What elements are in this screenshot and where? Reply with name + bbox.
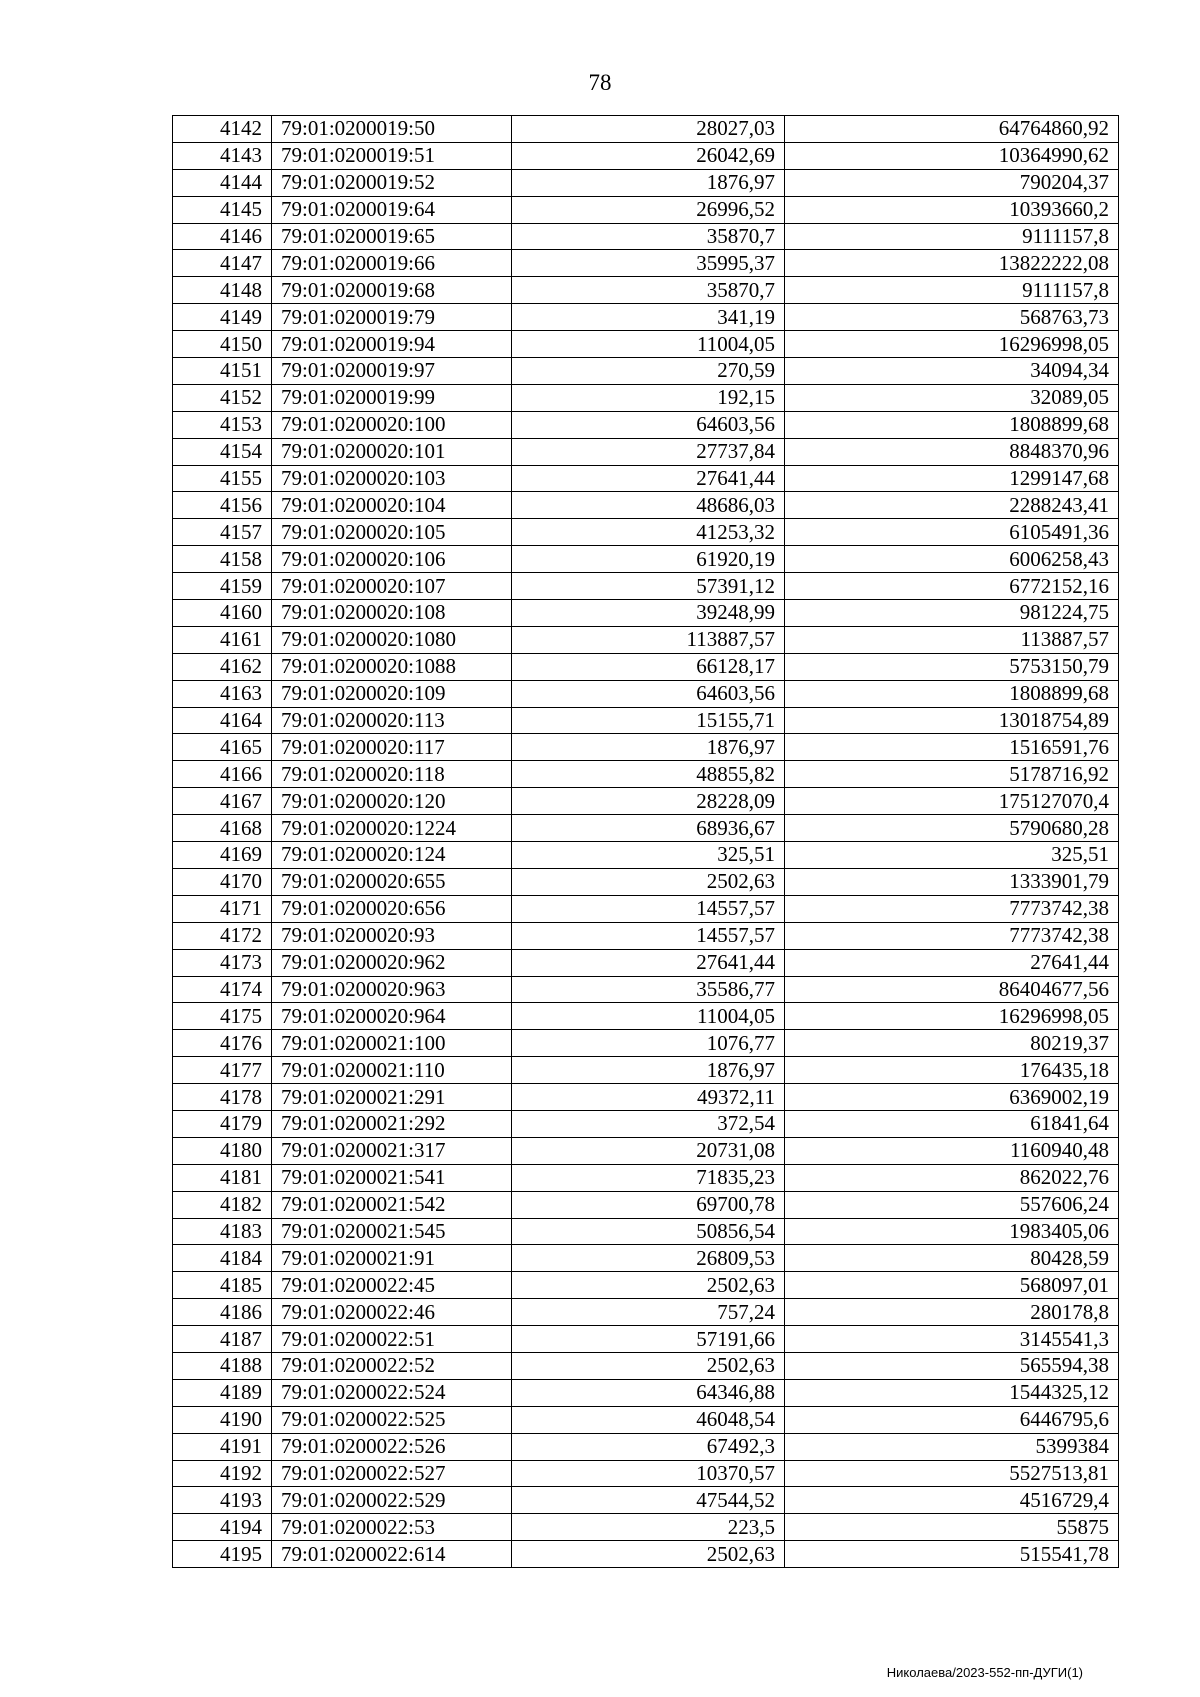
- total-value-cell: 86404677,56: [785, 976, 1119, 1003]
- table-row: [173, 169, 1119, 196]
- value-cell: 66128,17: [512, 653, 785, 680]
- total-value-cell: 790204,37: [785, 169, 1119, 196]
- cadastral-number-cell: 79:01:0200019:51: [272, 142, 512, 169]
- row-number-cell: 4176: [173, 1030, 272, 1057]
- row-number-cell: 4175: [173, 1003, 272, 1030]
- table-row: [173, 573, 1119, 600]
- total-value-cell: 3145541,3: [785, 1326, 1119, 1353]
- cadastral-number-cell: 79:01:0200022:53: [272, 1514, 512, 1541]
- total-value-cell: 280178,8: [785, 1299, 1119, 1326]
- value-cell: 28228,09: [512, 788, 785, 815]
- row-number-cell: 4163: [173, 680, 272, 707]
- cadastral-number-cell: 79:01:0200019:97: [272, 358, 512, 385]
- total-value-cell: 1333901,79: [785, 868, 1119, 895]
- total-value-cell: 981224,75: [785, 600, 1119, 627]
- value-cell: 67492,3: [512, 1433, 785, 1460]
- cadastral-table: [172, 115, 1119, 1568]
- cadastral-number-cell: 79:01:0200021:110: [272, 1057, 512, 1084]
- value-cell: 27641,44: [512, 949, 785, 976]
- row-number-cell: 4179: [173, 1110, 272, 1137]
- value-cell: 26042,69: [512, 142, 785, 169]
- table-row: [173, 142, 1119, 169]
- cadastral-number-cell: 79:01:0200020:656: [272, 895, 512, 922]
- row-number-cell: 4152: [173, 384, 272, 411]
- table-row: [173, 788, 1119, 815]
- cadastral-number-cell: 79:01:0200020:655: [272, 868, 512, 895]
- table-row: [173, 116, 1119, 143]
- value-cell: 113887,57: [512, 626, 785, 653]
- table-row: [173, 680, 1119, 707]
- table-row: [173, 1541, 1119, 1568]
- total-value-cell: 568763,73: [785, 304, 1119, 331]
- value-cell: 26996,52: [512, 196, 785, 223]
- value-cell: 27641,44: [512, 465, 785, 492]
- row-number-cell: 4147: [173, 250, 272, 277]
- value-cell: 11004,05: [512, 331, 785, 358]
- value-cell: 50856,54: [512, 1218, 785, 1245]
- value-cell: 48855,82: [512, 761, 785, 788]
- total-value-cell: 9111157,8: [785, 223, 1119, 250]
- row-number-cell: 4182: [173, 1191, 272, 1218]
- value-cell: 49372,11: [512, 1084, 785, 1111]
- value-cell: 35870,7: [512, 223, 785, 250]
- row-number-cell: 4167: [173, 788, 272, 815]
- table-row: [173, 761, 1119, 788]
- table-row: [173, 358, 1119, 385]
- row-number-cell: 4181: [173, 1164, 272, 1191]
- total-value-cell: 34094,34: [785, 358, 1119, 385]
- row-number-cell: 4145: [173, 196, 272, 223]
- value-cell: 1876,97: [512, 734, 785, 761]
- value-cell: 35870,7: [512, 277, 785, 304]
- value-cell: 57391,12: [512, 573, 785, 600]
- table-row: [173, 922, 1119, 949]
- total-value-cell: 80428,59: [785, 1245, 1119, 1272]
- row-number-cell: 4143: [173, 142, 272, 169]
- total-value-cell: 1983405,06: [785, 1218, 1119, 1245]
- table-row: [173, 1003, 1119, 1030]
- total-value-cell: 64764860,92: [785, 116, 1119, 143]
- row-number-cell: 4146: [173, 223, 272, 250]
- table-body: [173, 116, 1119, 1568]
- value-cell: 1876,97: [512, 1057, 785, 1084]
- row-number-cell: 4188: [173, 1352, 272, 1379]
- cadastral-number-cell: 79:01:0200020:1080: [272, 626, 512, 653]
- row-number-cell: 4162: [173, 653, 272, 680]
- row-number-cell: 4144: [173, 169, 272, 196]
- value-cell: 61920,19: [512, 546, 785, 573]
- cadastral-number-cell: 79:01:0200022:614: [272, 1541, 512, 1568]
- table-row: [173, 707, 1119, 734]
- value-cell: 10370,57: [512, 1460, 785, 1487]
- total-value-cell: 175127070,4: [785, 788, 1119, 815]
- table-row: [173, 492, 1119, 519]
- table-row: [173, 1164, 1119, 1191]
- cadastral-number-cell: 79:01:0200022:526: [272, 1433, 512, 1460]
- table-row: [173, 1326, 1119, 1353]
- row-number-cell: 4149: [173, 304, 272, 331]
- value-cell: 46048,54: [512, 1406, 785, 1433]
- value-cell: 14557,57: [512, 922, 785, 949]
- cadastral-number-cell: 79:01:0200020:120: [272, 788, 512, 815]
- cadastral-number-cell: 79:01:0200019:50: [272, 116, 512, 143]
- table-row: [173, 438, 1119, 465]
- cadastral-number-cell: 79:01:0200020:109: [272, 680, 512, 707]
- table-row: [173, 1406, 1119, 1433]
- total-value-cell: 7773742,38: [785, 895, 1119, 922]
- value-cell: 28027,03: [512, 116, 785, 143]
- cadastral-number-cell: 79:01:0200019:99: [272, 384, 512, 411]
- total-value-cell: 5399384: [785, 1433, 1119, 1460]
- cadastral-number-cell: 79:01:0200021:91: [272, 1245, 512, 1272]
- total-value-cell: 862022,76: [785, 1164, 1119, 1191]
- cadastral-number-cell: 79:01:0200022:529: [272, 1487, 512, 1514]
- value-cell: 372,54: [512, 1110, 785, 1137]
- row-number-cell: 4180: [173, 1137, 272, 1164]
- cadastral-number-cell: 79:01:0200019:68: [272, 277, 512, 304]
- row-number-cell: 4169: [173, 842, 272, 869]
- cadastral-number-cell: 79:01:0200020:100: [272, 411, 512, 438]
- value-cell: 2502,63: [512, 1272, 785, 1299]
- cadastral-number-cell: 79:01:0200020:101: [272, 438, 512, 465]
- row-number-cell: 4153: [173, 411, 272, 438]
- cadastral-number-cell: 79:01:0200020:964: [272, 1003, 512, 1030]
- row-number-cell: 4174: [173, 976, 272, 1003]
- cadastral-number-cell: 79:01:0200021:292: [272, 1110, 512, 1137]
- total-value-cell: 80219,37: [785, 1030, 1119, 1057]
- table-row: [173, 1245, 1119, 1272]
- row-number-cell: 4187: [173, 1326, 272, 1353]
- table-row: [173, 1379, 1119, 1406]
- cadastral-number-cell: 79:01:0200019:64: [272, 196, 512, 223]
- value-cell: 57191,66: [512, 1326, 785, 1353]
- total-value-cell: 5527513,81: [785, 1460, 1119, 1487]
- cadastral-number-cell: 79:01:0200019:65: [272, 223, 512, 250]
- cadastral-number-cell: 79:01:0200021:100: [272, 1030, 512, 1057]
- total-value-cell: 13018754,89: [785, 707, 1119, 734]
- total-value-cell: 325,51: [785, 842, 1119, 869]
- table-row: [173, 304, 1119, 331]
- row-number-cell: 4148: [173, 277, 272, 304]
- row-number-cell: 4191: [173, 1433, 272, 1460]
- cadastral-number-cell: 79:01:0200022:525: [272, 1406, 512, 1433]
- value-cell: 1876,97: [512, 169, 785, 196]
- value-cell: 41253,32: [512, 519, 785, 546]
- table-row: [173, 277, 1119, 304]
- value-cell: 11004,05: [512, 1003, 785, 1030]
- value-cell: 223,5: [512, 1514, 785, 1541]
- cadastral-number-cell: 79:01:0200020:124: [272, 842, 512, 869]
- total-value-cell: 515541,78: [785, 1541, 1119, 1568]
- total-value-cell: 1299147,68: [785, 465, 1119, 492]
- table-row: [173, 331, 1119, 358]
- cadastral-number-cell: 79:01:0200020:118: [272, 761, 512, 788]
- value-cell: 35995,37: [512, 250, 785, 277]
- value-cell: 26809,53: [512, 1245, 785, 1272]
- cadastral-number-cell: 79:01:0200022:527: [272, 1460, 512, 1487]
- cadastral-number-cell: 79:01:0200022:524: [272, 1379, 512, 1406]
- total-value-cell: 5753150,79: [785, 653, 1119, 680]
- cadastral-number-cell: 79:01:0200020:93: [272, 922, 512, 949]
- row-number-cell: 4183: [173, 1218, 272, 1245]
- row-number-cell: 4157: [173, 519, 272, 546]
- row-number-cell: 4161: [173, 626, 272, 653]
- total-value-cell: 6006258,43: [785, 546, 1119, 573]
- table-row: [173, 1084, 1119, 1111]
- total-value-cell: 5178716,92: [785, 761, 1119, 788]
- table-row: [173, 546, 1119, 573]
- cadastral-number-cell: 79:01:0200020:108: [272, 600, 512, 627]
- cadastral-number-cell: 79:01:0200020:962: [272, 949, 512, 976]
- total-value-cell: 565594,38: [785, 1352, 1119, 1379]
- total-value-cell: 9111157,8: [785, 277, 1119, 304]
- total-value-cell: 7773742,38: [785, 922, 1119, 949]
- total-value-cell: 13822222,08: [785, 250, 1119, 277]
- row-number-cell: 4168: [173, 815, 272, 842]
- table-row: [173, 949, 1119, 976]
- table-row: [173, 411, 1119, 438]
- cadastral-number-cell: 79:01:0200022:51: [272, 1326, 512, 1353]
- value-cell: 68936,67: [512, 815, 785, 842]
- row-number-cell: 4171: [173, 895, 272, 922]
- table-row: [173, 734, 1119, 761]
- table-row: [173, 250, 1119, 277]
- cadastral-number-cell: 79:01:0200020:963: [272, 976, 512, 1003]
- table-row: [173, 815, 1119, 842]
- cadastral-number-cell: 79:01:0200021:545: [272, 1218, 512, 1245]
- value-cell: 270,59: [512, 358, 785, 385]
- table-row: [173, 1057, 1119, 1084]
- row-number-cell: 4185: [173, 1272, 272, 1299]
- total-value-cell: 1516591,76: [785, 734, 1119, 761]
- cadastral-number-cell: 79:01:0200020:113: [272, 707, 512, 734]
- total-value-cell: 55875: [785, 1514, 1119, 1541]
- row-number-cell: 4155: [173, 465, 272, 492]
- table-row: [173, 465, 1119, 492]
- row-number-cell: 4186: [173, 1299, 272, 1326]
- table-row: [173, 519, 1119, 546]
- row-number-cell: 4192: [173, 1460, 272, 1487]
- row-number-cell: 4142: [173, 116, 272, 143]
- row-number-cell: 4151: [173, 358, 272, 385]
- total-value-cell: 5790680,28: [785, 815, 1119, 842]
- value-cell: 64346,88: [512, 1379, 785, 1406]
- table-row: [173, 626, 1119, 653]
- total-value-cell: 113887,57: [785, 626, 1119, 653]
- value-cell: 39248,99: [512, 600, 785, 627]
- total-value-cell: 1808899,68: [785, 680, 1119, 707]
- total-value-cell: 8848370,96: [785, 438, 1119, 465]
- row-number-cell: 4195: [173, 1541, 272, 1568]
- table-row: [173, 1514, 1119, 1541]
- row-number-cell: 4173: [173, 949, 272, 976]
- value-cell: 2502,63: [512, 1352, 785, 1379]
- cadastral-number-cell: 79:01:0200019:79: [272, 304, 512, 331]
- cadastral-number-cell: 79:01:0200020:1224: [272, 815, 512, 842]
- value-cell: 35586,77: [512, 976, 785, 1003]
- row-number-cell: 4166: [173, 761, 272, 788]
- cadastral-number-cell: 79:01:0200022:52: [272, 1352, 512, 1379]
- row-number-cell: 4164: [173, 707, 272, 734]
- row-number-cell: 4177: [173, 1057, 272, 1084]
- value-cell: 325,51: [512, 842, 785, 869]
- total-value-cell: 2288243,41: [785, 492, 1119, 519]
- table-row: [173, 223, 1119, 250]
- cadastral-number-cell: 79:01:0200022:46: [272, 1299, 512, 1326]
- total-value-cell: 27641,44: [785, 949, 1119, 976]
- page-number: 78: [588, 70, 612, 95]
- row-number-cell: 4165: [173, 734, 272, 761]
- row-number-cell: 4178: [173, 1084, 272, 1111]
- table-row: [173, 653, 1119, 680]
- cadastral-number-cell: 79:01:0200021:542: [272, 1191, 512, 1218]
- value-cell: 15155,71: [512, 707, 785, 734]
- total-value-cell: 557606,24: [785, 1191, 1119, 1218]
- value-cell: 64603,56: [512, 680, 785, 707]
- row-number-cell: 4158: [173, 546, 272, 573]
- table-row: [173, 842, 1119, 869]
- total-value-cell: 4516729,4: [785, 1487, 1119, 1514]
- cadastral-number-cell: 79:01:0200019:66: [272, 250, 512, 277]
- total-value-cell: 6369002,19: [785, 1084, 1119, 1111]
- row-number-cell: 4150: [173, 331, 272, 358]
- value-cell: 64603,56: [512, 411, 785, 438]
- table-row: [173, 1030, 1119, 1057]
- cadastral-number-cell: 79:01:0200021:541: [272, 1164, 512, 1191]
- cadastral-number-cell: 79:01:0200020:1088: [272, 653, 512, 680]
- table-row: [173, 384, 1119, 411]
- cadastral-number-cell: 79:01:0200019:52: [272, 169, 512, 196]
- cadastral-number-cell: 79:01:0200020:107: [272, 573, 512, 600]
- value-cell: 192,15: [512, 384, 785, 411]
- table-row: [173, 1191, 1119, 1218]
- total-value-cell: 1160940,48: [785, 1137, 1119, 1164]
- row-number-cell: 4156: [173, 492, 272, 519]
- total-value-cell: 61841,64: [785, 1110, 1119, 1137]
- row-number-cell: 4159: [173, 573, 272, 600]
- total-value-cell: 32089,05: [785, 384, 1119, 411]
- cadastral-number-cell: 79:01:0200020:117: [272, 734, 512, 761]
- value-cell: 69700,78: [512, 1191, 785, 1218]
- row-number-cell: 4160: [173, 600, 272, 627]
- table-row: [173, 1460, 1119, 1487]
- total-value-cell: 6772152,16: [785, 573, 1119, 600]
- table-row: [173, 868, 1119, 895]
- total-value-cell: 6105491,36: [785, 519, 1119, 546]
- row-number-cell: 4154: [173, 438, 272, 465]
- total-value-cell: 16296998,05: [785, 1003, 1119, 1030]
- table-row: [173, 895, 1119, 922]
- cadastral-number-cell: 79:01:0200022:45: [272, 1272, 512, 1299]
- table-row: [173, 1487, 1119, 1514]
- document-footer: Николаева/2023-552-пп-ДУГИ(1): [886, 1665, 1083, 1680]
- cadastral-number-cell: 79:01:0200020:106: [272, 546, 512, 573]
- cadastral-number-cell: 79:01:0200021:291: [272, 1084, 512, 1111]
- table-row: [173, 1299, 1119, 1326]
- row-number-cell: 4170: [173, 868, 272, 895]
- value-cell: 757,24: [512, 1299, 785, 1326]
- row-number-cell: 4190: [173, 1406, 272, 1433]
- cadastral-number-cell: 79:01:0200021:317: [272, 1137, 512, 1164]
- row-number-cell: 4194: [173, 1514, 272, 1541]
- table-row: [173, 600, 1119, 627]
- cadastral-number-cell: 79:01:0200020:104: [272, 492, 512, 519]
- table-row: [173, 1218, 1119, 1245]
- cadastral-number-cell: 79:01:0200020:103: [272, 465, 512, 492]
- value-cell: 27737,84: [512, 438, 785, 465]
- row-number-cell: 4184: [173, 1245, 272, 1272]
- cadastral-number-cell: 79:01:0200020:105: [272, 519, 512, 546]
- total-value-cell: 10364990,62: [785, 142, 1119, 169]
- value-cell: 2502,63: [512, 868, 785, 895]
- value-cell: 341,19: [512, 304, 785, 331]
- total-value-cell: 568097,01: [785, 1272, 1119, 1299]
- value-cell: 14557,57: [512, 895, 785, 922]
- cadastral-number-cell: 79:01:0200019:94: [272, 331, 512, 358]
- total-value-cell: 10393660,2: [785, 196, 1119, 223]
- row-number-cell: 4193: [173, 1487, 272, 1514]
- table-row: [173, 1352, 1119, 1379]
- total-value-cell: 1544325,12: [785, 1379, 1119, 1406]
- table-row: [173, 1137, 1119, 1164]
- table-row: [173, 976, 1119, 1003]
- table-row: [173, 196, 1119, 223]
- value-cell: 1076,77: [512, 1030, 785, 1057]
- total-value-cell: 16296998,05: [785, 331, 1119, 358]
- total-value-cell: 1808899,68: [785, 411, 1119, 438]
- table-row: [173, 1272, 1119, 1299]
- row-number-cell: 4189: [173, 1379, 272, 1406]
- value-cell: 2502,63: [512, 1541, 785, 1568]
- value-cell: 71835,23: [512, 1164, 785, 1191]
- value-cell: 48686,03: [512, 492, 785, 519]
- table-row: [173, 1110, 1119, 1137]
- value-cell: 47544,52: [512, 1487, 785, 1514]
- row-number-cell: 4172: [173, 922, 272, 949]
- total-value-cell: 176435,18: [785, 1057, 1119, 1084]
- total-value-cell: 6446795,6: [785, 1406, 1119, 1433]
- value-cell: 20731,08: [512, 1137, 785, 1164]
- table-row: [173, 1433, 1119, 1460]
